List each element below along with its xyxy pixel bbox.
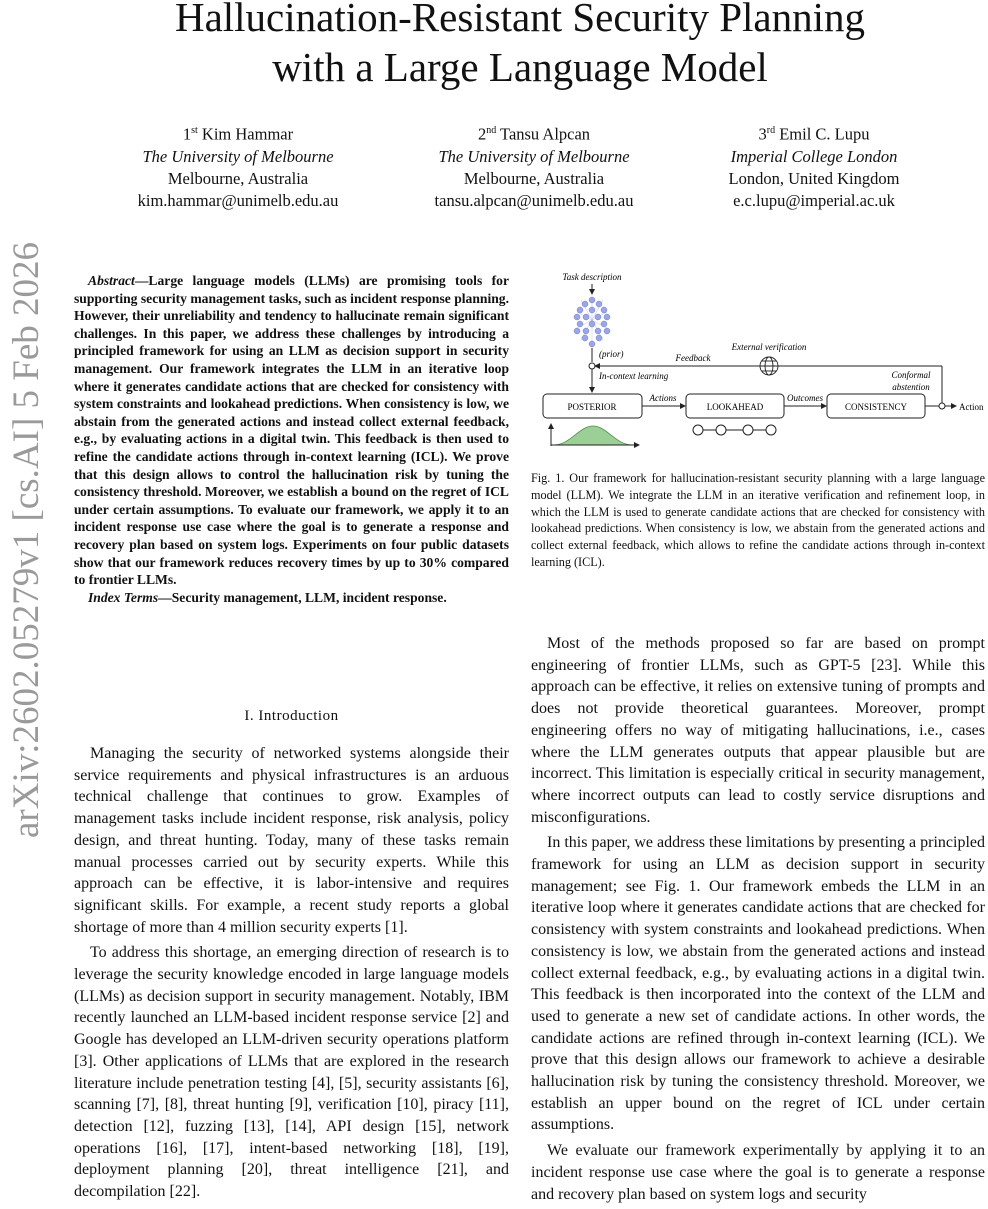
author-1 bbox=[88, 120, 388, 212]
paper-title bbox=[0, 0, 988, 92]
paragraph: In this paper, we address these limitations by presenting a principled framework for using an LLM as decision support in security management; see Fig. 1. Our framework embeds the LLM in an iterative loop where it generates candidate actions that are checked for consistency with system constraints and lookahead predictions. When consistency is low, we abstain from the generated actions and instead collect external feedback, e.g., by evaluating actions in a digital twin. This feedback is then incorporated into the context of the LLM and used to generate a new set of candidate actions. In other words, the candidate actions are refined through in-context learning (ICL). We prove that this design allows our framework to achieve a desirable hallucination risk by tuning the consistency threshold. Moreover, we establish an upper bound on the regret of ICL under certain assumptions. bbox=[531, 834, 985, 1134]
posterior-distribution-plot bbox=[551, 424, 639, 446]
abstract-paragraph bbox=[74, 272, 509, 589]
globe-icon bbox=[760, 357, 778, 375]
author-email: e.c.lupu@imperial.ac.uk bbox=[733, 190, 895, 210]
framework-figure bbox=[531, 264, 987, 454]
abstract bbox=[74, 272, 509, 606]
lookahead-label: LOOKAHEAD bbox=[706, 402, 764, 412]
author-affiliation: The University of Melbourne bbox=[438, 146, 630, 166]
author-location: Melbourne, Australia bbox=[167, 168, 309, 188]
outcomes-label: Outcomes bbox=[787, 393, 823, 403]
author-name: 1st Kim Hammar bbox=[182, 124, 294, 144]
section-heading: I. Introduction bbox=[244, 708, 339, 724]
neural-network-icon bbox=[574, 297, 610, 347]
paragraph: Most of the methods proposed so far are based on prompt engineering of frontier LLMs, such as GPT-5 [23]. While this approach can be effective, it relies on extensive tuning of prompts and does not provide theoretical guarantees. Moreover, prompt engineering offers no way of mitigating hallucinations, i.e., cases where the LLM generates outputs that appear plausible but are incorrect. This limitation is especially critical in security management, where incorrect outputs can lead to costly service disruptions and misconfigurations. bbox=[531, 635, 985, 826]
conformal-label: Conformal bbox=[891, 370, 931, 380]
posterior-label: POSTERIOR bbox=[567, 402, 617, 412]
author-3 bbox=[664, 120, 964, 212]
action-output-label: Action bbox=[959, 402, 984, 412]
index-terms-text: —Security management, LLM, incident response. bbox=[158, 589, 447, 605]
paragraph: To address this shortage, an emerging direction of research is to leverage the security knowledge encoded in large language models (LLMs) as decision support in security management. Notably, IBM recently launched an LLM-based incident response service [2] and Google has developed an LLM-driven security operations platform [3]. Other applications of LLMs that are explored in the research literature include penetration testing [4], [5], security assistants [6], scanning [7], [8], threat hunting [9], verification [10], piracy [11], detection [12], fuzzing [13], [14], API design [15], network operations [16], [17], intent-based networking [18], [19], deployment planning [20], threat intelligence [21], and decompilation [22]. bbox=[74, 944, 509, 1201]
author-location: Melbourne, Australia bbox=[463, 168, 605, 188]
feedback-label: Feedback bbox=[675, 353, 711, 363]
author-name: 2nd Tansu Alpcan bbox=[477, 124, 591, 144]
abstract-label: Abstract bbox=[88, 273, 135, 288]
task-description-label: Task description bbox=[562, 272, 622, 282]
index-terms bbox=[74, 589, 509, 607]
paragraph: Managing the security of networked systems alongside their service requirements and physical infrastructures is an arduous technical challenge that continues to grow. Examples of management tasks include incident response, risk analysis, policy design, and threat hunting. Today, many of these tasks remain manual processes carried out by security experts. While this approach can be effective, it is labor-intensive and requires significant skills. For example, a recent study reports a global shortage of more than 4 million security experts [1]. bbox=[74, 745, 509, 936]
abstract-text: —Large language models (LLMs) are promising tools for supporting security management tasks, such as incident response planning. However, their unreliability and tendency to hallucinate remain significant challenges. In this paper, we address these challenges by introducing a principled framework for using an LLM as decision support in security management. Our framework integrates the LLM in an iterative loop where it generates candidate actions that are checked for consistency with system constraints and lookahead predictions. When consistency is low, we abstain from the generated actions and instead collect external feedback, e.g., by evaluating actions in a digital twin. This feedback is then used to refine the candidate actions through in-context learning (ICL). We prove that this design allows to control the hallucination risk by tuning the consistency threshold. Moreover, we establish a bound on the regret of ICL under certain assumptions. To evaluate our framework, we apply it to an incident response use case where the goal is to generate a response and recovery plan based on system logs. Experiments on four public datasets show that our framework reduces recovery times by up to 30% compared to frontier LLMs. bbox=[74, 273, 509, 588]
abstention-label: abstention bbox=[892, 382, 930, 392]
author-email: kim.hammar@unimelb.edu.au bbox=[137, 190, 339, 210]
paragraph: We evaluate our framework experimentally by applying it to an incident response use case where the goal is to generate a response and recovery plan based on system logs and security bbox=[531, 1142, 985, 1203]
abstention-node bbox=[939, 403, 945, 409]
in-context-learning-label: In-context learning bbox=[599, 371, 669, 381]
left-column-body bbox=[74, 743, 509, 1207]
merge-node bbox=[589, 363, 595, 369]
actions-label: Actions bbox=[649, 393, 677, 403]
author-location: London, United Kingdom bbox=[728, 168, 900, 188]
consistency-label: CONSISTENCY bbox=[844, 402, 908, 412]
lookahead-chain bbox=[693, 425, 776, 435]
prior-label: (prior) bbox=[599, 349, 624, 359]
author-affiliation: Imperial College London bbox=[730, 146, 898, 166]
author-name: 3rd Emil C. Lupu bbox=[758, 124, 870, 144]
title-line-2: with a Large Language Model bbox=[272, 44, 768, 90]
author-email: tansu.alpcan@unimelb.edu.au bbox=[434, 190, 634, 210]
author-affiliation: The University of Melbourne bbox=[142, 146, 334, 166]
author-2 bbox=[384, 120, 684, 212]
arxiv-identifier: arXiv:2602.05279v1 [cs.AI] 5 Feb 2026 bbox=[6, 241, 47, 838]
index-terms-label: Index Terms bbox=[88, 589, 159, 605]
right-column-body bbox=[531, 633, 985, 1209]
figure-caption: Fig. 1. Our framework for hallucination-resistant security planning with a large language model (LLM). We integrate the LLM in an iterative verification and refinement loop, in which the LLM is used to generate candidate actions that are checked for consistency with lookahead predictions. When consistency is low, we abstain from the generated actions and collect external feedback, which allows to refine the candidate actions through in-context learning (ICL). bbox=[531, 471, 985, 569]
external-verification-label: External verification bbox=[731, 342, 807, 352]
title-line-1: Hallucination-Resistant Security Planning bbox=[174, 0, 866, 40]
